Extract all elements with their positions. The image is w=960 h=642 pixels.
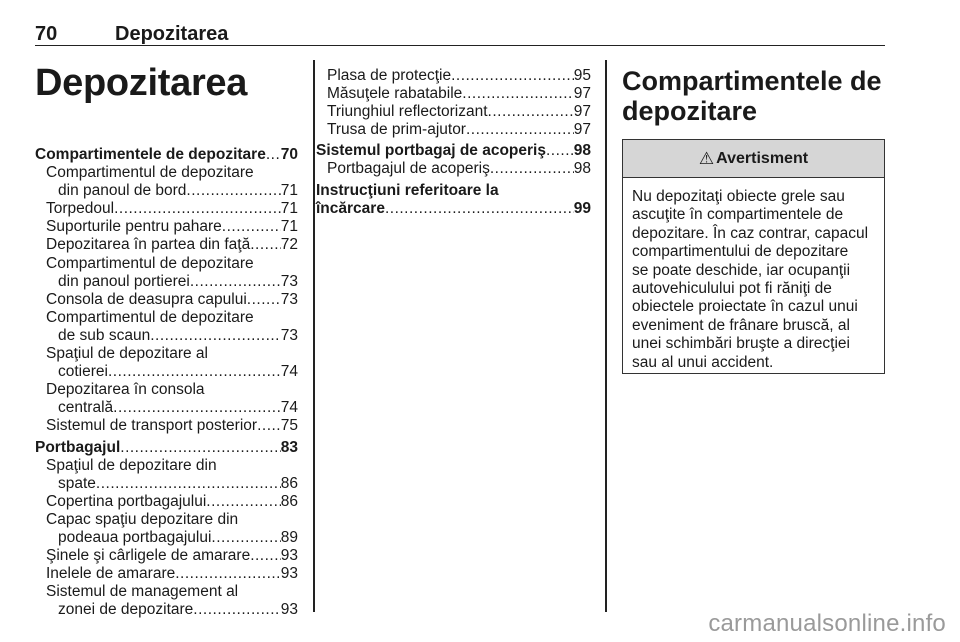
toc-leader-dots — [96, 475, 281, 493]
toc-entry-row — [316, 142, 591, 160]
toc-page-number: 73 — [280, 326, 298, 344]
toc-page-number: 83 — [280, 438, 298, 456]
toc-page-number: 73 — [280, 290, 298, 308]
toc-group — [35, 439, 298, 620]
toc-leader-dots — [462, 85, 573, 103]
toc-leader-dots — [266, 146, 281, 164]
toc-page-number: 95 — [573, 67, 591, 84]
toc-leader-dots — [113, 399, 281, 417]
toc-entry-row — [35, 417, 298, 435]
toc-page-number: 89 — [280, 528, 298, 546]
toc-entry-text: Copertina portbagajului — [46, 492, 207, 510]
toc-entry-row — [35, 146, 298, 164]
toc-entry-row — [35, 236, 298, 254]
toc-leader-dots — [451, 67, 574, 85]
toc-entry-row — [35, 182, 298, 200]
toc-entry-row — [35, 475, 298, 493]
toc-entry-row — [35, 273, 298, 291]
toc-page-number: 97 — [573, 85, 591, 103]
toc-page-number: 74 — [280, 399, 298, 417]
toc-entry-row — [35, 565, 298, 583]
warning-triangle-icon: ⚠ — [698, 148, 715, 168]
toc-entry-text: Consola de deasupra capului — [46, 290, 247, 308]
toc-leader-dots — [120, 439, 280, 457]
section-title — [622, 66, 882, 126]
page-number: 70 — [35, 23, 58, 45]
toc-entry-text: Trusa de prim-ajutor — [327, 121, 466, 139]
toc-leader-dots — [250, 547, 281, 565]
toc-page-number: 93 — [280, 601, 298, 619]
page-header — [35, 7, 885, 46]
toc-group — [35, 146, 298, 436]
warning-text-line: sau al unui accident. — [632, 353, 774, 371]
toc-group — [316, 67, 591, 139]
toc-leader-dots — [257, 417, 281, 435]
toc-leader-dots — [114, 200, 281, 218]
toc-entry-line: Spaţiul de depozitare al — [46, 345, 209, 363]
toc-entry-row — [316, 200, 591, 218]
warning-text-line: eveniment de frânare bruscă, al — [632, 316, 850, 334]
toc-entry-text: Plasa de protecţie — [327, 67, 452, 84]
toc-leader-dots — [190, 273, 281, 291]
toc-entry-text: Triunghiul reflectorizant — [327, 103, 488, 121]
toc-entry-text: Depozitarea în partea din faţă — [46, 236, 251, 254]
toc-page-number: 99 — [573, 199, 591, 217]
toc-page-number: 74 — [280, 363, 298, 381]
toc-leader-dots — [206, 493, 280, 511]
toc-entry-text: Portbagajul de acoperiş — [327, 160, 490, 178]
toc-entry-row — [35, 363, 298, 381]
toc-entry-text: centrală — [58, 399, 114, 417]
toc-page-number: 70 — [280, 146, 298, 163]
toc-page-number: 71 — [280, 200, 298, 218]
toc-entry-text: cotierei — [58, 363, 108, 381]
toc-entry-text: Inelele de amarare — [46, 565, 176, 583]
toc-entry-text: Sistemul portbagaj de acoperiş — [316, 142, 546, 160]
toc-entry-text: Şinele şi cârligele de amarare — [46, 547, 251, 565]
toc-page-number: 72 — [280, 236, 298, 254]
toc-leader-dots — [385, 200, 574, 218]
toc-entry-row — [316, 121, 591, 139]
toc-entry-row — [316, 85, 591, 103]
section-title-line: Compartimentele de — [622, 66, 882, 96]
toc-heading-line: Instrucţiuni referitoare la — [316, 181, 499, 199]
toc-entry-row — [35, 493, 298, 511]
toc-entry-row — [35, 200, 298, 218]
toc-leader-dots — [250, 236, 281, 254]
toc-entry-row — [35, 327, 298, 345]
warning-header — [623, 140, 884, 178]
toc-entry-row — [35, 291, 298, 309]
toc-entry-line: Compartimentul de depozitare — [46, 254, 254, 272]
toc-leader-dots — [546, 142, 574, 160]
warning-text-line: depozitare. În caz contrar, capacul — [632, 224, 869, 242]
warning-text-line: Nu depozitaţi obiecte grele sau — [632, 188, 845, 205]
toc-entry-text: din panoul de bord — [58, 182, 187, 200]
toc-leader-dots — [175, 565, 281, 583]
toc-entry-text: zonei de depozitare — [58, 601, 194, 619]
toc-column-1 — [35, 146, 298, 622]
toc-entry-text: Torpedoul — [46, 200, 115, 218]
warning-text-line: autovehiculului pot fi răniţi de — [632, 280, 832, 298]
column-divider-left — [313, 60, 315, 612]
toc-entry-row — [316, 67, 591, 85]
toc-column-2 — [316, 67, 591, 221]
toc-entry-text: podeaua portbagajului — [58, 528, 212, 546]
toc-page-number: 98 — [573, 160, 591, 178]
toc-page-number: 86 — [280, 474, 298, 492]
toc-page-number: 97 — [573, 121, 591, 139]
toc-entry-row — [35, 439, 298, 457]
toc-leader-dots — [466, 121, 574, 139]
toc-entry-row — [35, 529, 298, 547]
section-title-line: depozitare — [622, 96, 758, 126]
toc-leader-dots — [222, 218, 281, 236]
column-divider-right — [605, 60, 607, 612]
toc-entry-text: Compartimentele de depozitare — [35, 146, 266, 163]
toc-leader-dots — [247, 291, 281, 309]
toc-entry-line: Depozitarea în consola — [46, 381, 205, 399]
toc-entry-row — [316, 103, 591, 121]
toc-group — [316, 182, 591, 218]
watermark: carmanualsonline.info — [708, 610, 946, 637]
toc-entry-line: Spaţiul de depozitare din — [46, 456, 217, 474]
toc-leader-dots — [193, 601, 280, 619]
warning-text-line: compartimentului de depozitare — [632, 243, 849, 261]
warning-text-line: se poate deschide, iar ocupanţii — [632, 261, 851, 279]
header-section-title: Depozitarea — [115, 23, 229, 45]
toc-page-number: 93 — [280, 547, 298, 565]
toc-entry-text: Sistemul de transport posterior — [46, 417, 258, 435]
toc-leader-dots — [150, 327, 281, 345]
toc-leader-dots — [108, 363, 281, 381]
toc-entry-text: Suporturile pentru pahare — [46, 218, 222, 236]
warning-text-line: obiectele proiectate în cazul unui — [632, 298, 858, 316]
toc-entry-text: spate — [58, 474, 96, 492]
toc-entry-text: din panoul portierei — [58, 272, 190, 290]
warning-text-line: unei schimbări bruşte a direcţiei — [632, 335, 850, 353]
toc-page-number: 98 — [573, 142, 591, 160]
toc-page-number: 71 — [280, 218, 298, 236]
toc-page-number: 71 — [280, 182, 298, 200]
toc-page-number: 75 — [280, 417, 298, 435]
warning-text — [623, 178, 884, 372]
toc-entry-row — [35, 601, 298, 619]
toc-entry-line: Sistemul de management al — [46, 583, 239, 601]
toc-leader-dots — [211, 529, 280, 547]
warning-text-line: ascuţite în compartimentele de — [632, 206, 844, 224]
warning-box — [622, 139, 885, 374]
toc-entry-row — [35, 218, 298, 236]
toc-page-number: 97 — [573, 103, 591, 121]
toc-entry-row — [316, 160, 591, 178]
toc-group — [316, 142, 591, 178]
toc-entry-line: Compartimentul de depozitare — [46, 308, 254, 326]
toc-entry-row — [35, 547, 298, 565]
warning-heading: Avertisment — [716, 149, 809, 167]
toc-leader-dots — [490, 160, 574, 178]
toc-leader-dots — [488, 103, 574, 121]
toc-entry-text: de sub scaun — [58, 326, 151, 344]
toc-page-number: 93 — [280, 565, 298, 583]
toc-entry-line: Capac spaţiu depozitare din — [46, 510, 239, 528]
toc-entry-text: Portbagajul — [35, 438, 121, 456]
toc-page-number: 86 — [280, 492, 298, 510]
toc-leader-dots — [186, 182, 280, 200]
page-title: Depozitarea — [35, 62, 248, 104]
toc-entry-line: Compartimentul de depozitare — [46, 164, 254, 182]
toc-entry-text: Măsuţele rabatabile — [327, 85, 463, 103]
toc-entry-row — [35, 399, 298, 417]
toc-page-number: 73 — [280, 272, 298, 290]
toc-entry-text: încărcare — [316, 199, 385, 217]
